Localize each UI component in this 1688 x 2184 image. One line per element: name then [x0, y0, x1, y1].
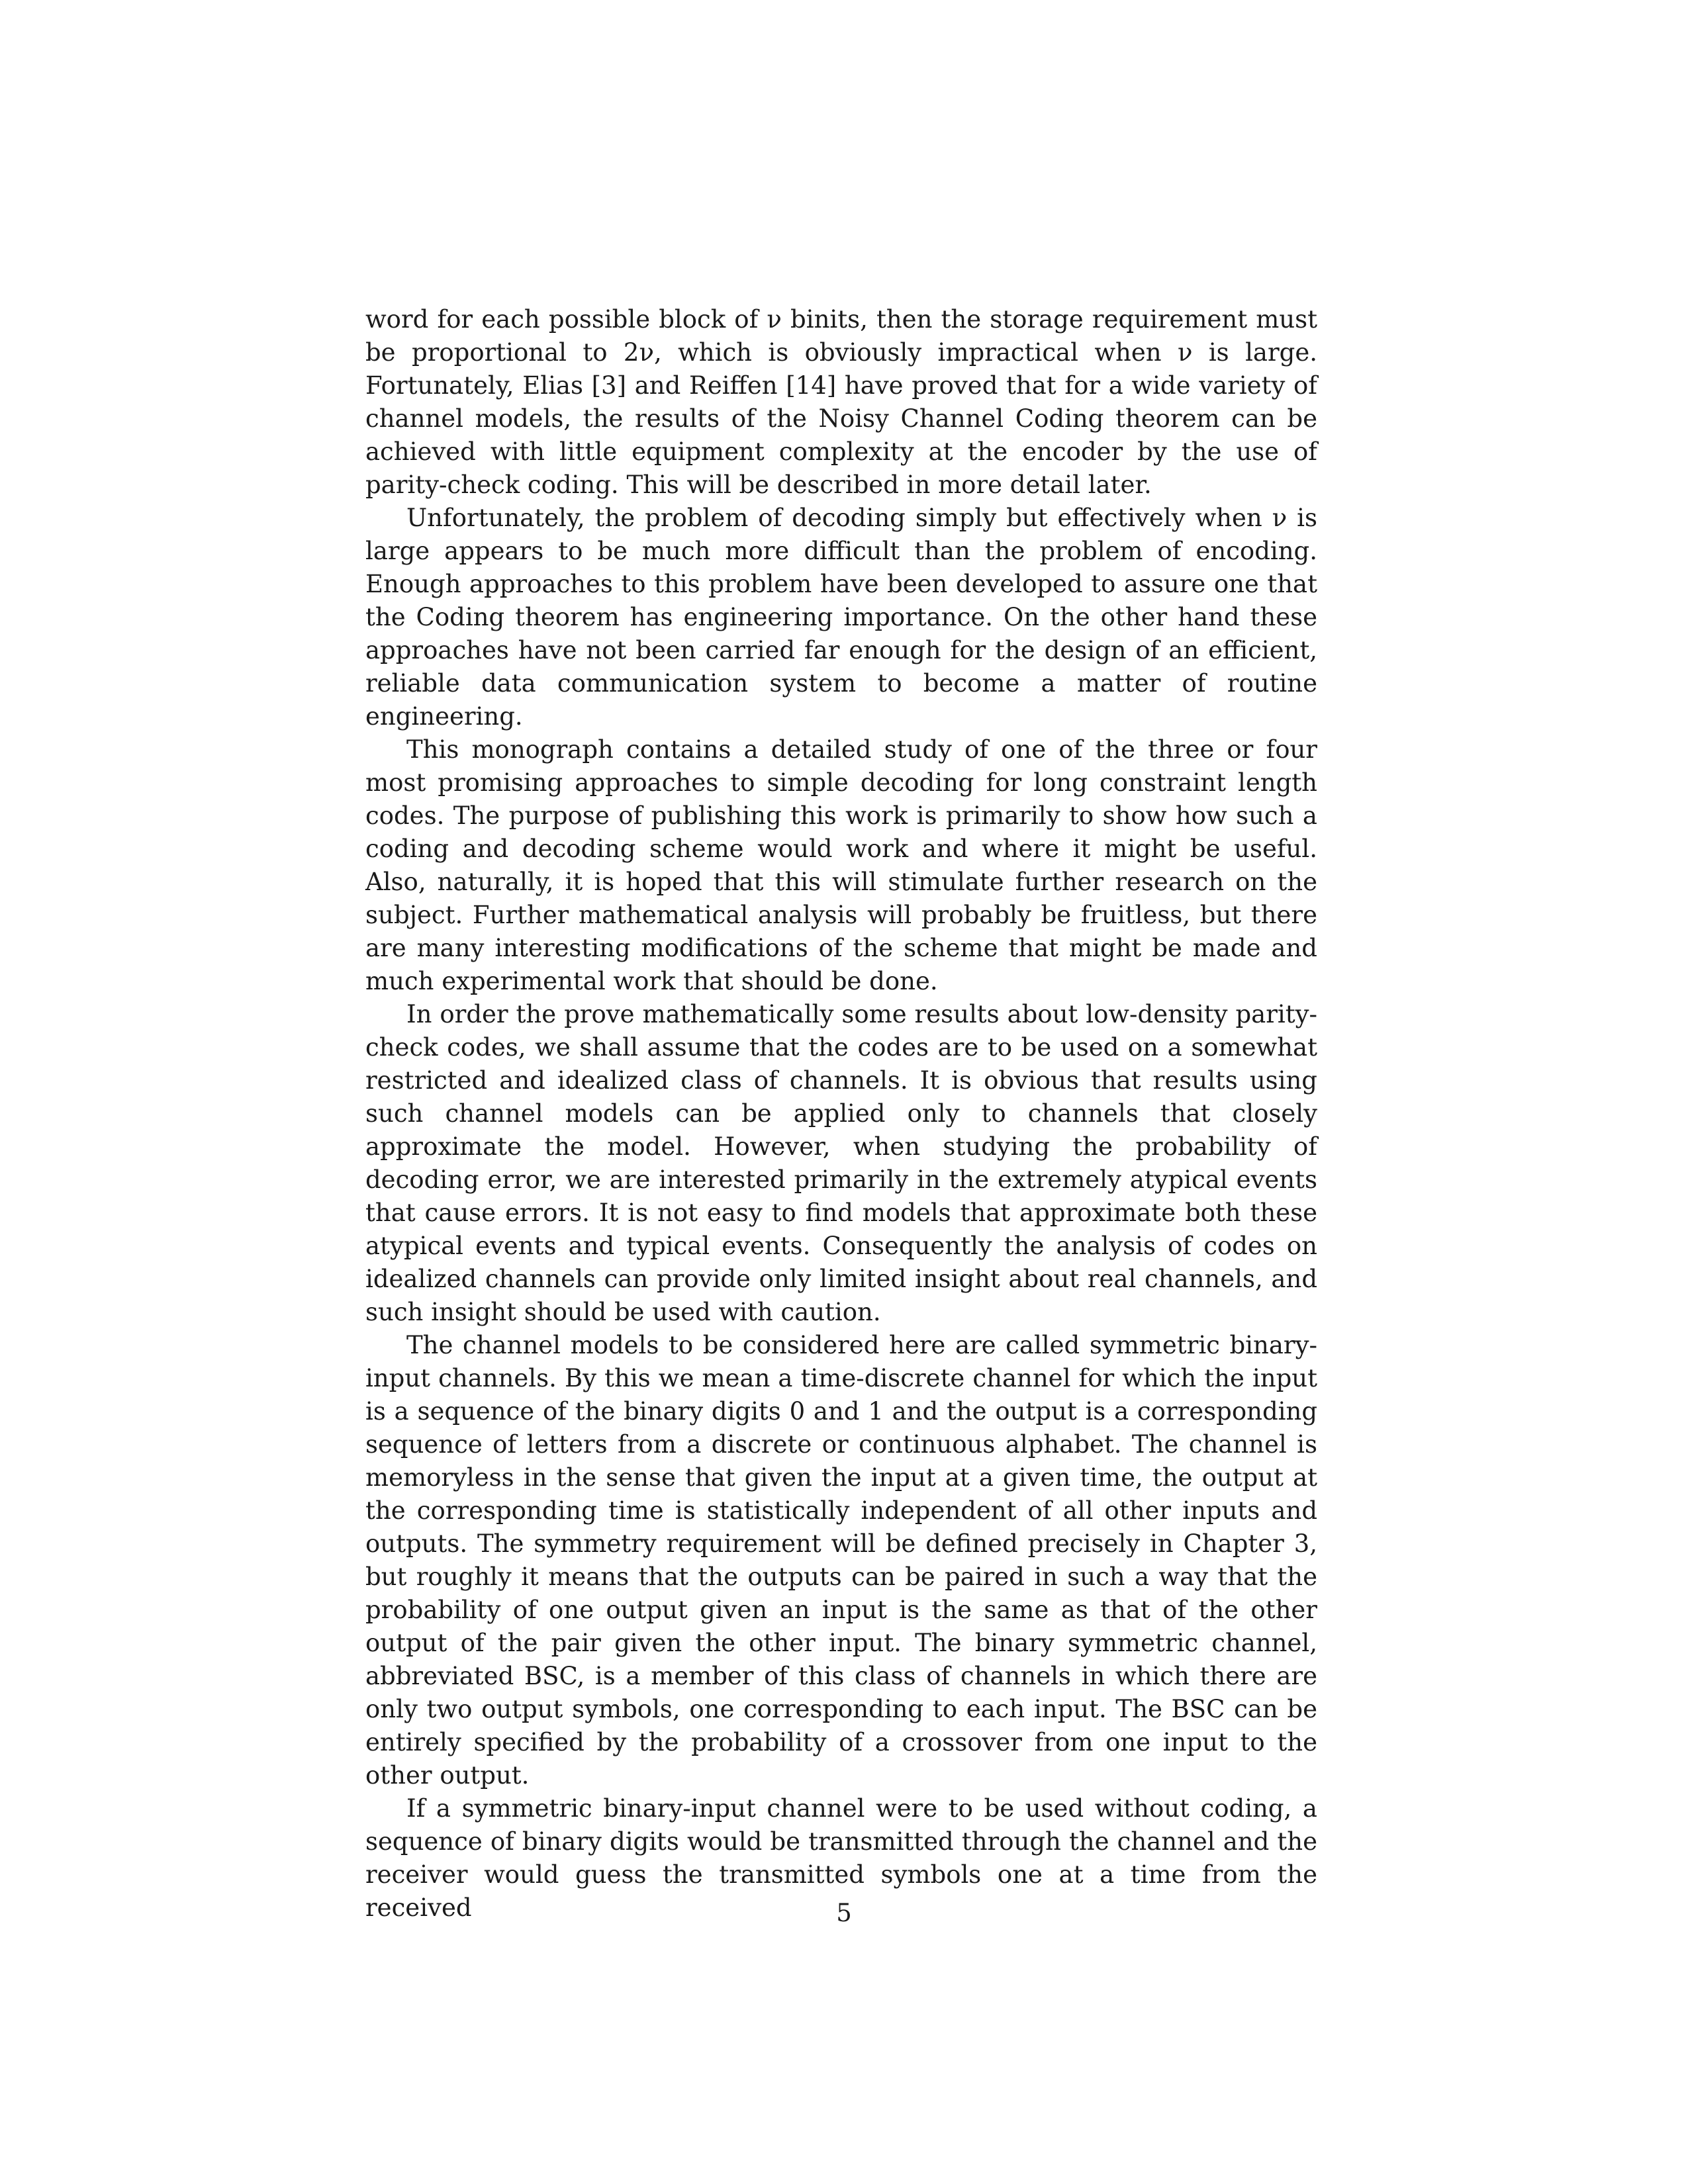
paragraph-5: The channel models to be considered here are called symmetric binary-input channels. By this we mean a time-discrete channel for which the input is a sequence of the binary digits 0 and 1 and the output is a corresponding sequence of letters from a discrete or continuous alphabet. The channel is memoryless in the sense that given the input at a given time, the output at the corresponding time is statistically independent of all other inputs and outputs. The symmetry requirement will be defined precisely in Chapter 3, but roughly it means that the outputs can be paired in such a way that the probability of one output given an input is the same as that of the other output of the pair given the other input. The binary symmetric channel, abbreviated BSC, is a member of this class of channels in which there are only two output symbols, one corresponding to each input. The BSC can be entirely specified by the probability of a crossover from one input to the other output.	[365, 1331, 1317, 1790]
paragraph-4: In order the prove mathematically some results about low-density parity-check codes, we shall assume that the codes are to be used on a somewhat restricted and idealized class of channels. It is obvious that results using such channel models can be applied only to channels that closely approximate the model. However, when studying the probability of decoding error, we are interested primarily in the extremely atypical events that cause errors. It is not easy to find models that approximate both these atypical events and typical events. Consequently the analysis of codes on idealized channels can provide only limited insight about real channels, and such insight should be used with caution.	[365, 1000, 1317, 1326]
paragraph-6: If a symmetric binary-input channel were to be used without coding, a sequence of binary digits would be transmitted through the channel and the receiver would guess the transmitted symbols one at a time from the received	[365, 1794, 1317, 1922]
page-number: 5	[836, 1899, 852, 1927]
paragraph-3: This monograph contains a detailed study of one of the three or four most promising approaches to simple decoding for long constraint length codes. The purpose of publishing this work is primarily to show how such a coding and decoding scheme would work and where it might be useful. Also, naturally, it is hoped that this will stimulate further research on the subject. Further mathematical analysis will probably be fruitless, but there are many interesting modifications of the scheme that might be made and much experimental work that should be done.	[365, 735, 1317, 995]
paragraph-2: Unfortunately, the problem of decoding simply but effectively when ν is large appears to be much more difficult than the problem of encoding. Enough approaches to this problem have been developed to assure one that the Coding theorem has engineering importance. On the other hand these approaches have not been carried far enough for the design of an efficient, reliable data communication system to become a matter of routine engineering.	[365, 504, 1317, 731]
paragraph-1: word for each possible block of ν binits, then the storage requirement must be proportional to 2ν, which is obviously impractical when ν is large. Fortunately, Elias [3] and Reiffen [14] have proved that for a wide variety of channel models, the results of the Noisy Channel Coding theorem can be achieved with little equipment complexity at the encoder by the use of parity-check coding. This will be described in more detail later.	[365, 305, 1317, 499]
body-text	[365, 303, 1317, 1925]
